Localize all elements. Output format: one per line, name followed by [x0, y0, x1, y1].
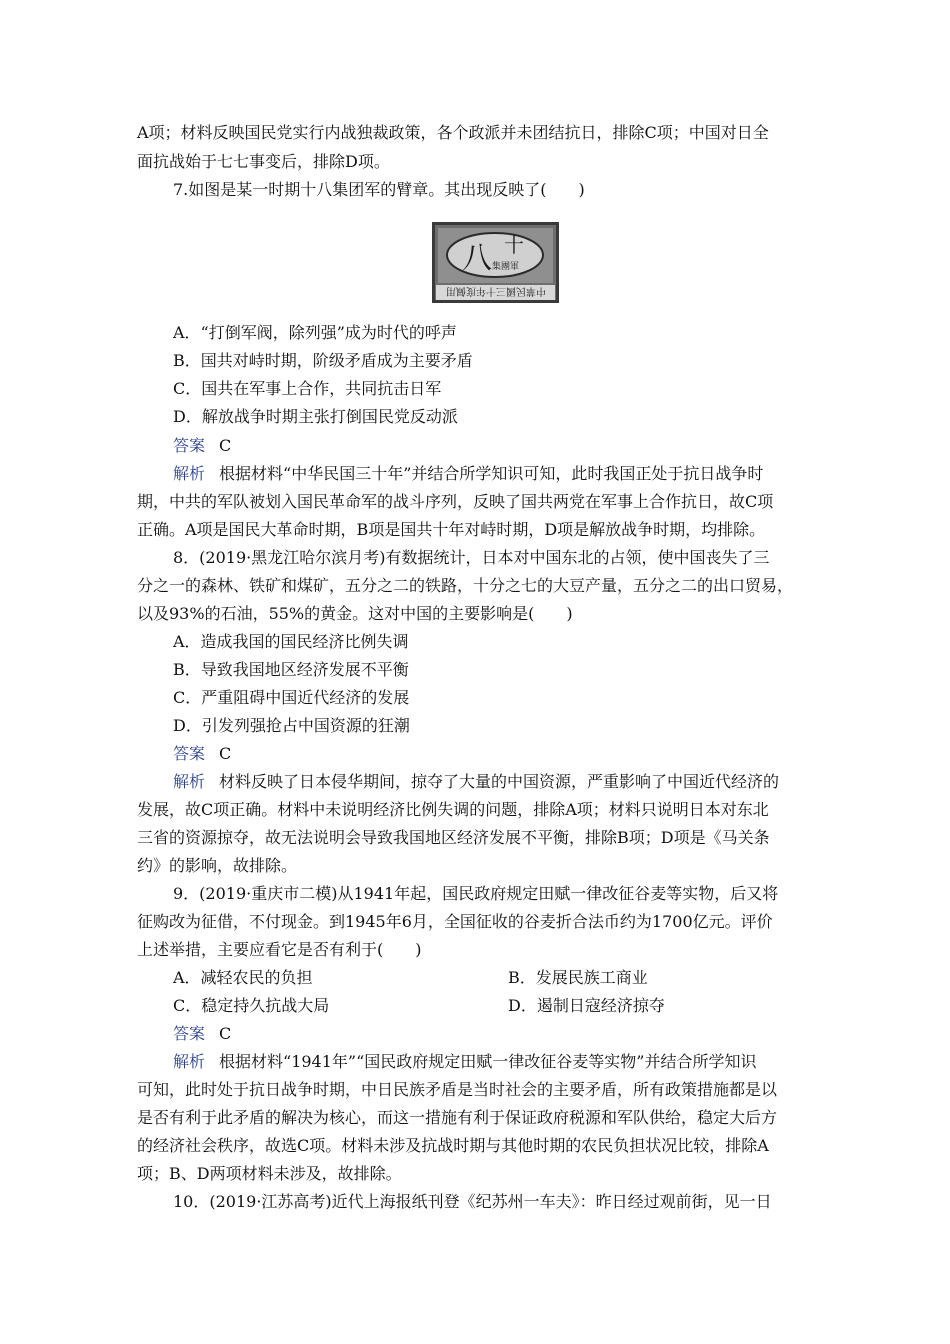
analysis-line — [173, 1052, 756, 1072]
analysis-label: 解析 — [173, 1052, 206, 1071]
badge-oval-text: 集團軍 — [492, 262, 520, 272]
armband-image — [432, 222, 559, 303]
badge-top-char: 十 — [504, 233, 524, 257]
option-a: A．“打倒军阀，除列强”成为时代的呼声 — [173, 323, 457, 342]
text-line: 正确。A项是国民大革命时期，B项是国共十年对峙时期，D项是解放战争时期，均排除。 — [137, 520, 766, 539]
answer-line — [173, 1024, 231, 1044]
answer-label: 答案 — [173, 1024, 206, 1043]
answer-line — [173, 436, 231, 456]
text-line: 上述举措，主要应看它是否有利于( ) — [137, 940, 422, 959]
option-c: C．国共在军事上合作，共同抗击日军 — [173, 379, 442, 398]
text-line: 的经济社会秩序，故选C项。材料未涉及抗战时期与其他时期的农民负担状况比较，排除A — [137, 1136, 769, 1155]
option-b: B．国共对峙时期，阶级矛盾成为主要矛盾 — [173, 351, 473, 370]
question-8-stem: 8．(2019·黑龙江哈尔滨月考)有数据统计，日本对中国东北的占领，使中国丧失了三 — [173, 548, 770, 567]
text-line: 项；B、D两项材料未涉及，故排除。 — [137, 1164, 402, 1183]
question-7-stem: 7.如图是某一时期十八集团军的臂章。其出现反映了( ) — [173, 180, 585, 199]
analysis-line — [173, 772, 779, 792]
analysis-label: 解析 — [173, 464, 206, 483]
answer-value: C — [219, 1024, 232, 1043]
answer-line — [173, 744, 231, 764]
text-line: 发展，故C项正确。材料中未说明经济比例失调的问题，排除A项；材料只说明日本对东北 — [137, 800, 769, 819]
option-d: D．遏制日寇经济掠夺 — [508, 996, 665, 1015]
analysis-text: 根据材料“1941年”“国民政府规定田赋一律改征谷麦等实物”并结合所学知识 — [219, 1052, 757, 1071]
question-10-stem: 10．(2019·江苏高考)近代上海报纸刊登《纪苏州一车夫》：昨日经过观前街，见一日 — [173, 1192, 772, 1211]
answer-value: C — [219, 436, 232, 455]
answer-value: C — [219, 744, 232, 763]
text-line: A项；材料反映国民党实行内战独裁政策，各个政派并未团结抗日，排除C项；中国对日全 — [137, 123, 769, 142]
question-9-stem: 9．(2019·重庆市二模)从1941年起，国民政府规定田赋一律改征谷麦等实物，后又将 — [173, 884, 779, 903]
text-line: 约》的影响，故排除。 — [137, 856, 298, 875]
option-a: A．造成我国的国民经济比例失调 — [173, 632, 409, 651]
text-line: 分之一的森林、铁矿和煤矿，五分之二的铁路，十分之七的大豆产量，五分之二的出口贸易， — [137, 576, 794, 595]
analysis-text: 材料反映了日本侵华期间，掠夺了大量的中国资源，严重影响了中国近代经济的 — [219, 772, 780, 791]
option-b: B．发展民族工商业 — [508, 968, 648, 987]
analysis-text: 根据材料“中华民国三十年”并结合所学知识可知，此时我国正处于抗日战争时 — [219, 464, 764, 483]
option-d: D．解放战争时期主张打倒国民党反动派 — [173, 407, 458, 426]
analysis-line — [173, 464, 763, 484]
text-line: 征购改为征借，不付现金。到1945年6月，全国征收的谷麦折合法币约为1700亿元。评价 — [137, 912, 773, 931]
option-b: B．导致我国地区经济发展不平衡 — [173, 660, 409, 679]
text-line: 三省的资源掠夺，故无法说明会导致我国地区经济发展不平衡，排除B项；D项是《马关条 — [137, 828, 770, 847]
text-line: 以及93%的石油，55%的黄金。这对中国的主要影响是( ) — [137, 604, 573, 623]
answer-label: 答案 — [173, 744, 206, 763]
badge-big-char: 八 — [462, 241, 492, 276]
badge-bottom-text: 中華民國三十年度佩用 — [446, 285, 546, 296]
option-c: C．稳定持久抗战大局 — [173, 996, 330, 1015]
analysis-label: 解析 — [173, 772, 206, 791]
text-line: 可知，此时处于抗日战争时期，中日民族矛盾是当时社会的主要矛盾，所有政策措施都是以 — [137, 1080, 778, 1099]
option-a: A．减轻农民的负担 — [173, 968, 313, 987]
text-line: 期，中共的军队被划入国民革命军的战斗序列，反映了国共两党在军事上合作抗日，故C项 — [137, 492, 774, 511]
option-c: C．严重阻碍中国近代经济的发展 — [173, 688, 410, 707]
text-line: 是否有利于此矛盾的解决为核心，而这一措施有利于保证政府税源和军队供给，稳定大后方 — [137, 1108, 778, 1127]
option-d: D．引发列强抢占中国资源的狂潮 — [173, 716, 410, 735]
answer-label: 答案 — [173, 436, 206, 455]
text-line: 面抗战始于七七事变后，排除D项。 — [137, 152, 390, 171]
